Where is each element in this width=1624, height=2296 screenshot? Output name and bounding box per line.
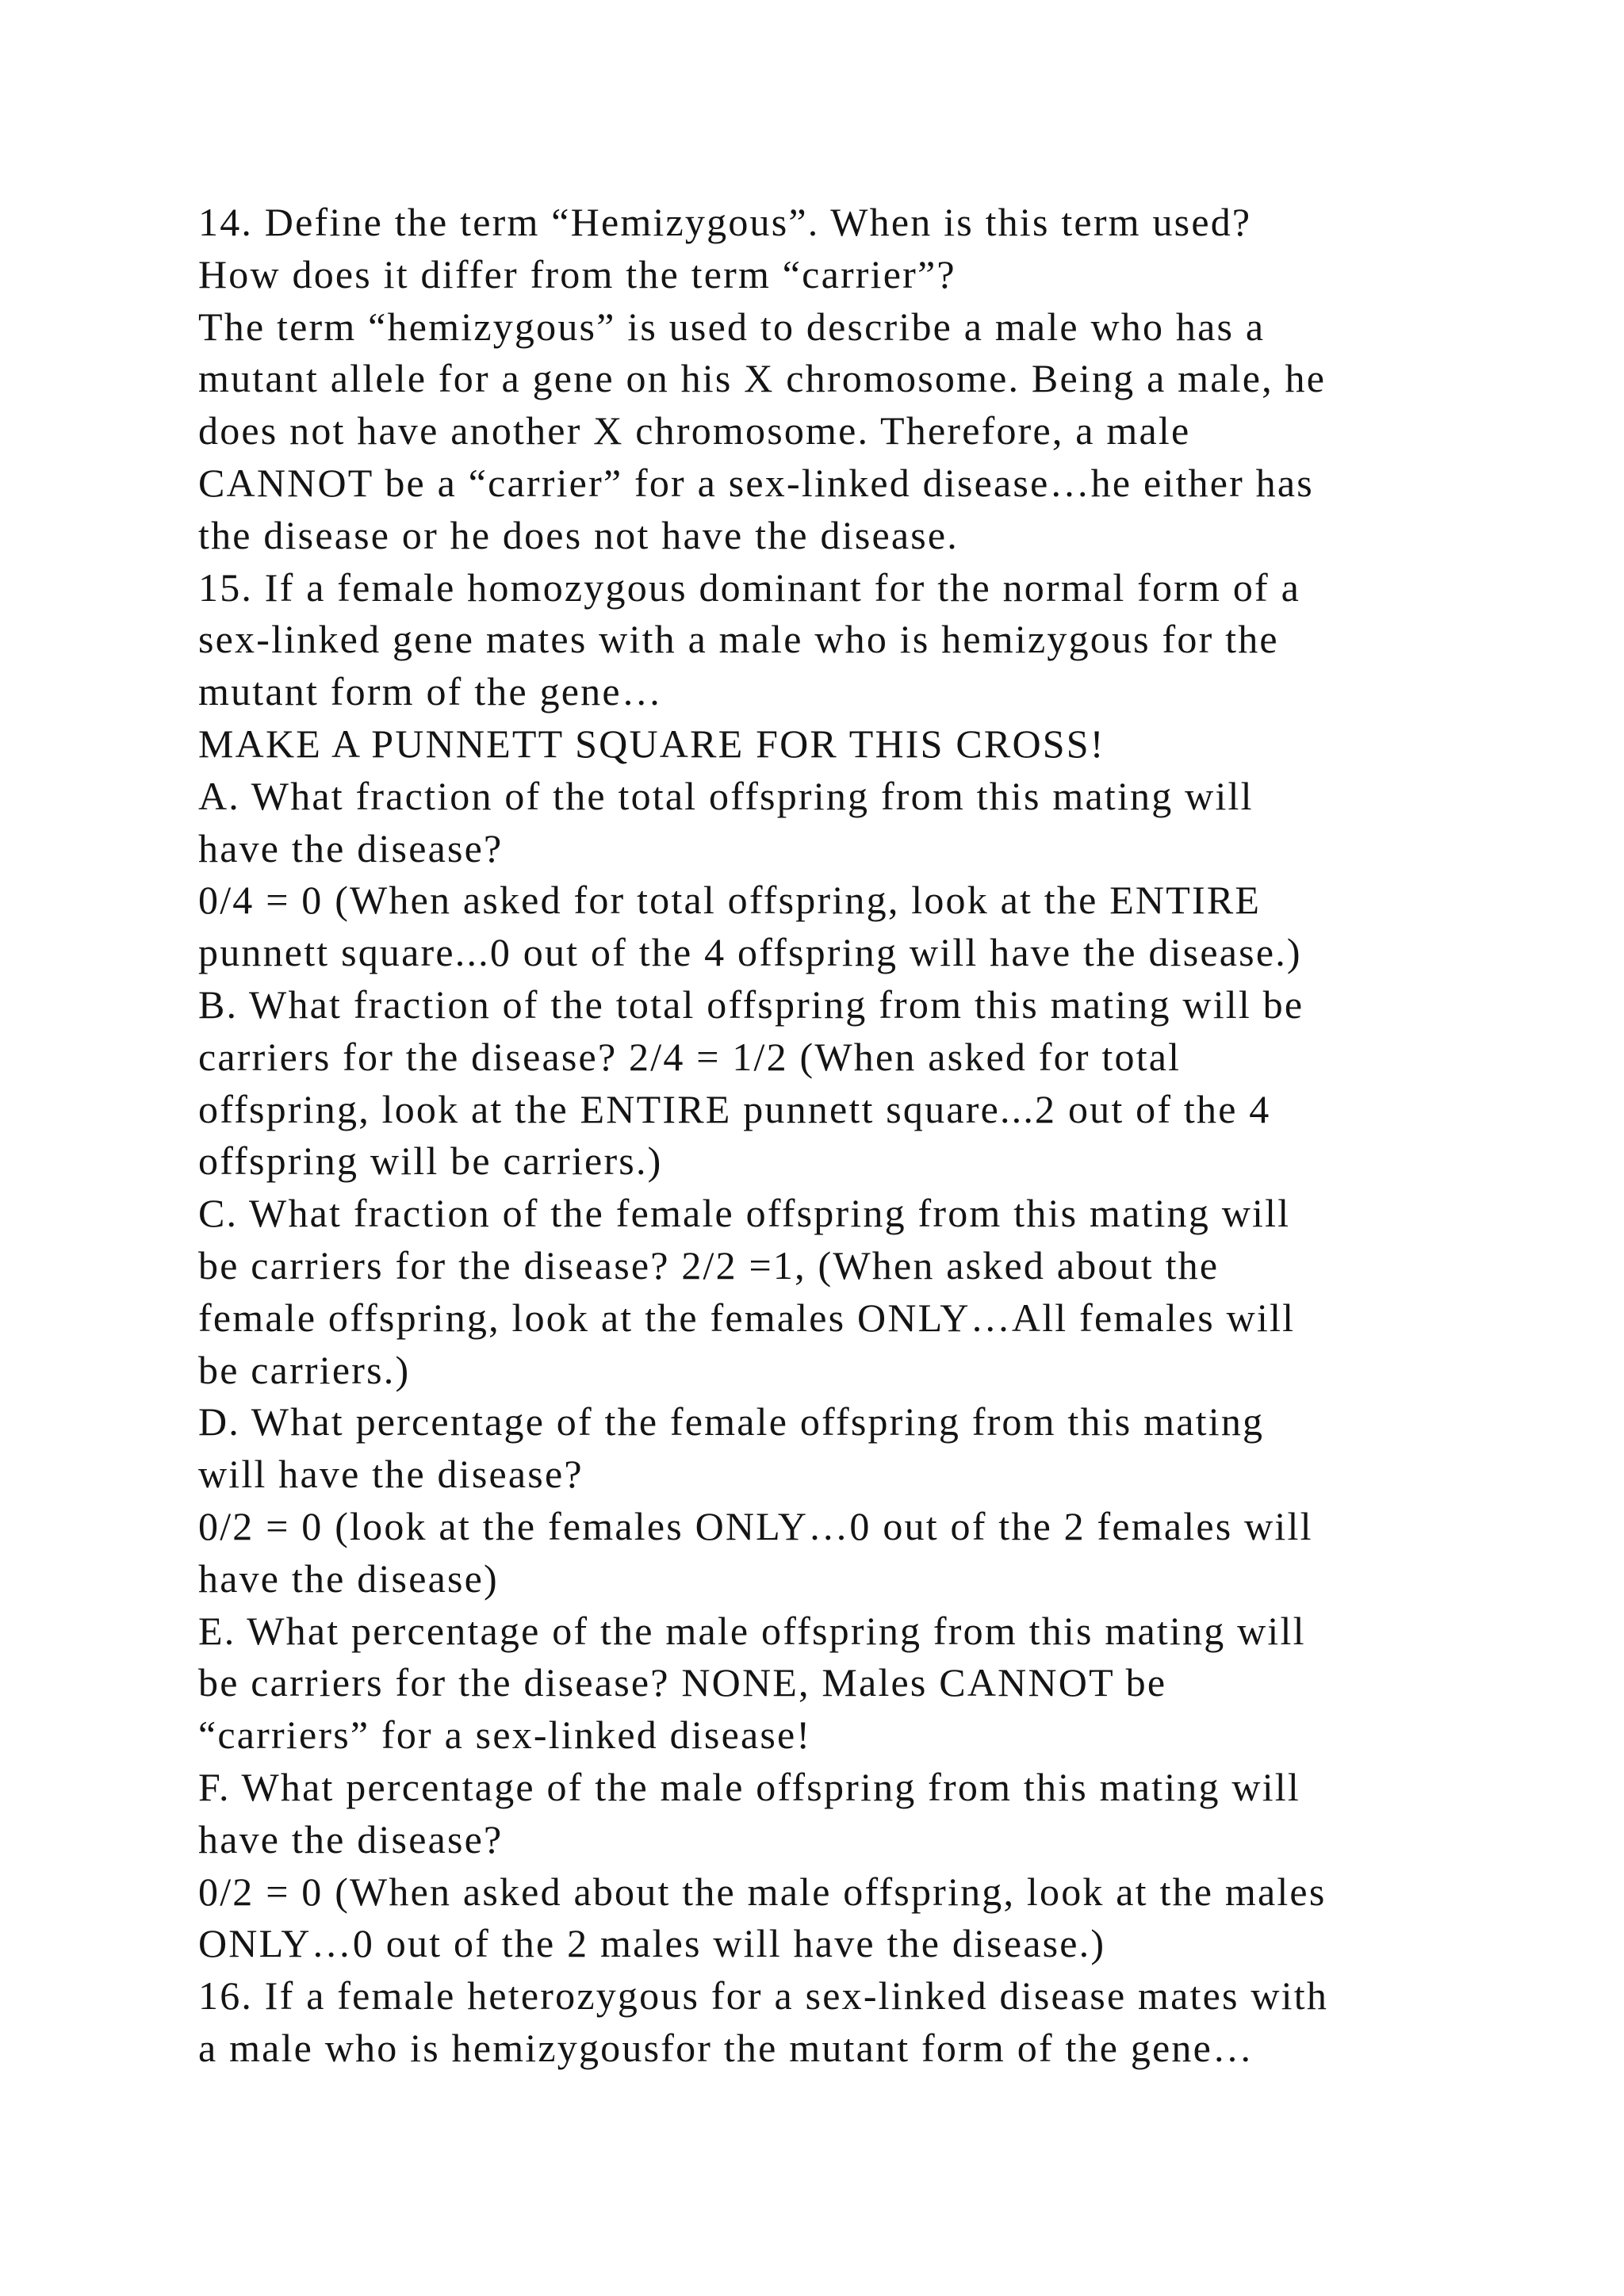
a14-line-1: The term “hemizygous” is used to describe a male who has a [198, 304, 1266, 349]
q15b-line-4: offspring will be carriers.) [198, 1138, 663, 1184]
a15d-line-1: 0/2 = 0 (look at the females ONLY…0 out of the 2 females will [198, 1503, 1313, 1548]
q15d-line-1: D. What percentage of the female offspring from this mating [198, 1399, 1265, 1445]
a15d-line-2: have the disease) [198, 1556, 499, 1601]
q15d-line-2: will have the disease? [198, 1452, 584, 1497]
a15a-line-1: 0/4 = 0 (When asked for total offspring, look at the ENTIRE [198, 878, 1262, 923]
a14-line-3: does not have another X chromosome. Therefore, a male [198, 408, 1191, 453]
q15c-line-4: be carriers.) [198, 1347, 411, 1392]
q14-line-1: 14. Define the term “Hemizygous”. When is this term used? [198, 200, 1252, 244]
q15-instruction: MAKE A PUNNETT SQUARE FOR THIS CROSS! [198, 721, 1105, 766]
q15b-line-1: B. What fraction of the total offspring from this mating will be [198, 982, 1304, 1027]
document-text [198, 197, 1499, 2075]
q15a-line-1: A. What fraction of the total offspring from this mating will [198, 773, 1254, 818]
q15c-line-1: C. What fraction of the female offspring from this mating will [198, 1191, 1291, 1236]
a15a-line-2: punnett square...0 out of the 4 offspring will have the disease.) [198, 930, 1302, 975]
q15c-line-2: be carriers for the disease? 2/2 =1, (When asked about the [198, 1242, 1220, 1288]
a15f-line-1: 0/2 = 0 (When asked about the male offspring, look at the males [198, 1869, 1327, 1914]
q14-line-2: How does it differ from the term “carrier”? [198, 251, 956, 297]
a14-line-5: the disease or he does not have the disease. [198, 512, 959, 557]
q15e-line-2: be carriers for the disease? NONE, Males CANNOT be [198, 1660, 1167, 1705]
q15b-line-2: carriers for the disease? 2/4 = 1/2 (When asked for total [198, 1034, 1182, 1079]
q15a-line-2: have the disease? [198, 825, 504, 871]
q16-line-2: a male who is hemizygousfor the mutant form of the gene… [198, 2025, 1254, 2070]
q15-line-1: 15. If a female homozygous dominant for the normal form of a [198, 564, 1300, 610]
q15f-line-2: have the disease? [198, 1816, 504, 1862]
a14-line-4: CANNOT be a “carrier” for a sex-linked disease…he either has [198, 460, 1314, 505]
q15-line-2: sex-linked gene mates with a male who is hemizygous for the [198, 617, 1279, 662]
q15c-line-3: female offspring, look at the females ONLY…All females will [198, 1295, 1296, 1340]
a14-line-2: mutant allele for a gene on his X chromosome. Being a male, he [198, 356, 1327, 401]
q15f-line-1: F. What percentage of the male offspring from this mating will [198, 1764, 1300, 1809]
q15-line-3: mutant form of the gene… [198, 669, 663, 714]
a15f-line-2: ONLY…0 out of the 2 males will have the disease.) [198, 1921, 1106, 1966]
q15b-line-3: offspring, look at the ENTIRE punnett square...2 out of the 4 [198, 1086, 1271, 1131]
q15e-line-1: E. What percentage of the male offspring from this mating will [198, 1608, 1306, 1653]
q16-line-1: 16. If a female heterozygous for a sex-linked disease mates with [198, 1973, 1329, 2019]
q15e-line-3: “carriers” for a sex-linked disease! [198, 1712, 812, 1758]
